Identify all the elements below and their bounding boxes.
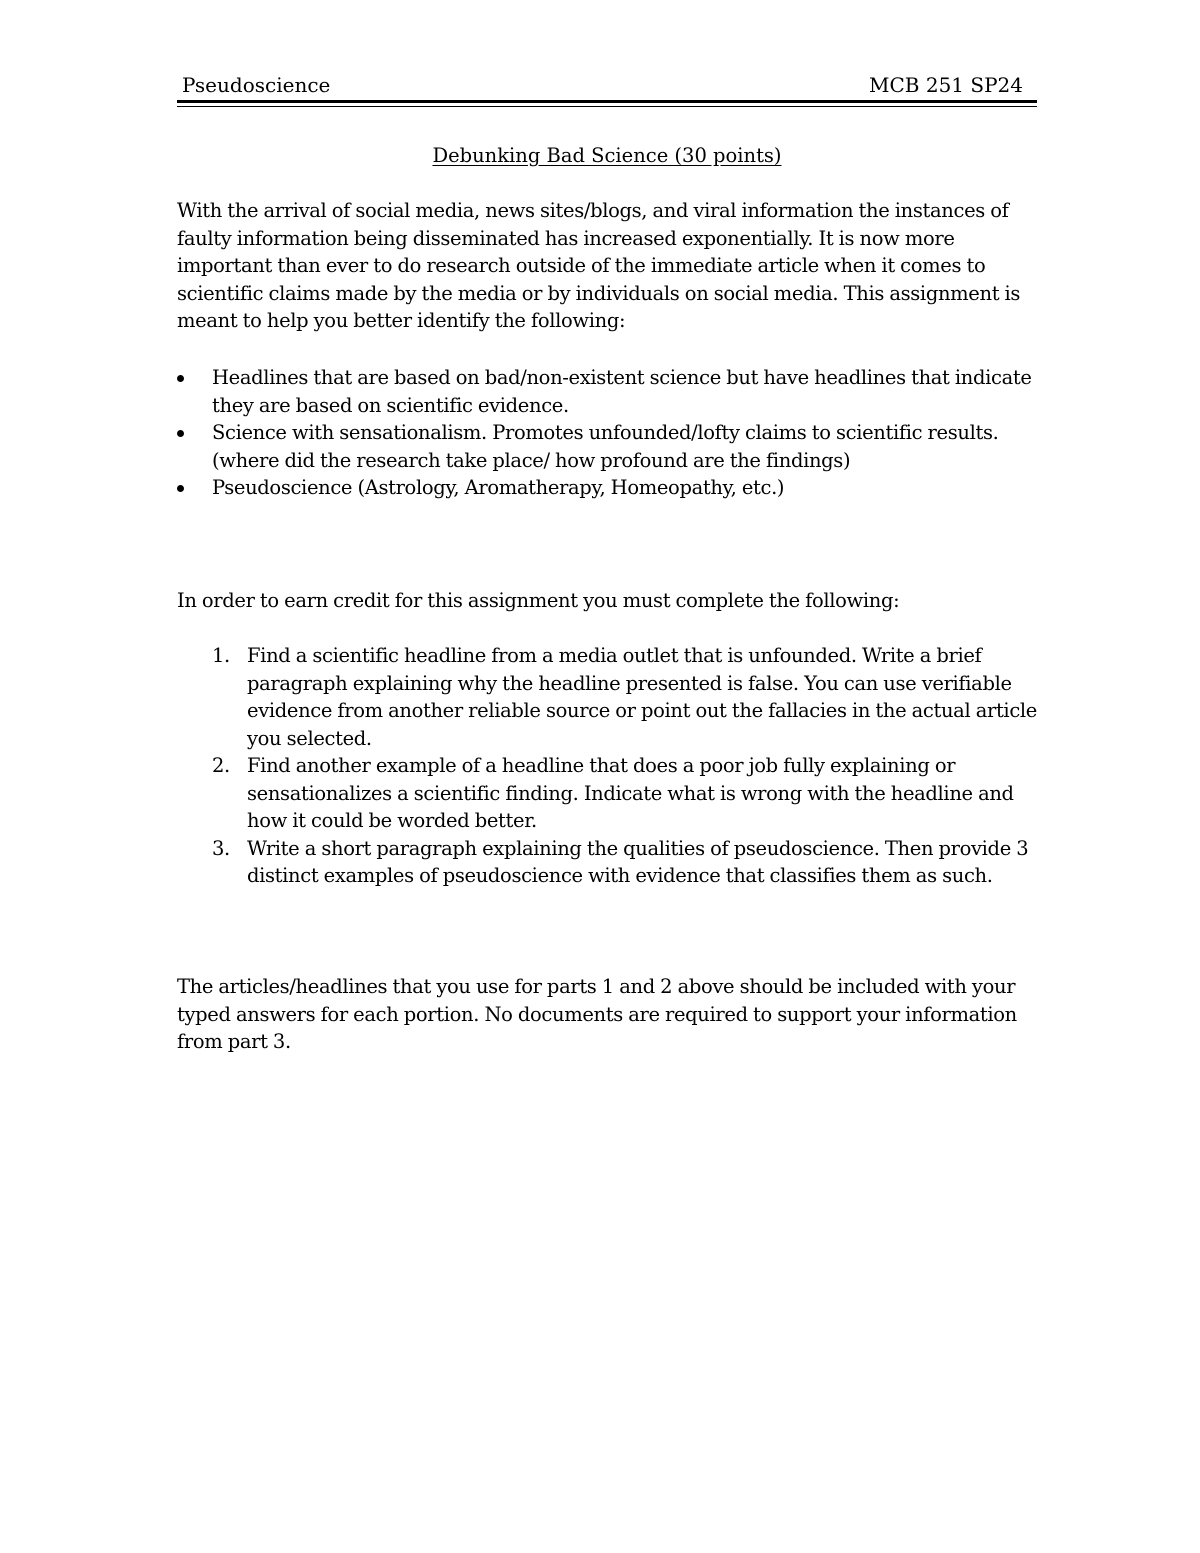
item-text: Find another example of a headline that does a poor job fully explaining or sensationalizes a scientific finding. Indicate what is wrong with the headline and how it could be worded better.	[247, 754, 1014, 832]
bullet-icon	[177, 375, 184, 382]
item-text: Write a short paragraph explaining the qualities of pseudoscience. Then provide 3 distinct examples of pseudoscience with evidence that classifies them as such.	[247, 836, 1029, 887]
header-rule-thin	[177, 106, 1037, 107]
document-page	[177, 70, 1037, 100]
numbered-list	[177, 642, 1037, 890]
bullet-item	[177, 364, 1037, 419]
header-course-code: MCB 251 SP24	[869, 73, 1023, 97]
item-number: 1.	[212, 644, 230, 667]
closing-paragraph: The articles/headlines that you use for parts 1 and 2 above should be included with your typed answers for each portion. No documents are required to support your information from part 3.	[177, 975, 1017, 1053]
numbered-item	[177, 642, 1037, 752]
bullet-icon	[177, 485, 184, 492]
bullet-item	[177, 419, 1037, 474]
item-number: 3.	[212, 836, 230, 860]
numbered-item	[177, 835, 1037, 890]
numbered-item	[177, 752, 1037, 835]
item-number: 2.	[212, 754, 230, 777]
bullet-text: Science with sensationalism. Promotes unfounded/lofty claims to scientific results. (where did the research take place/ how profound are the findings)	[212, 421, 999, 472]
page-header	[177, 70, 1037, 100]
bullet-text: Pseudoscience (Astrology, Aromatherapy, Homeopathy, etc.)	[212, 476, 785, 499]
bullet-list	[177, 364, 1037, 502]
header-course-topic: Pseudoscience	[182, 73, 331, 97]
assignment-title: Debunking Bad Science (30 points)	[432, 144, 782, 167]
bullet-item	[177, 474, 1037, 502]
intro-paragraph: With the arrival of social media, news sites/blogs, and viral information the instances of faulty information being disseminated has increased exponentially. It is now more important than ever to do research outside of the immediate article when it comes to scientific claims made by the media or by individuals on social media. This assignment is meant to help you better identify the following:	[177, 199, 1021, 332]
bullet-text: Headlines that are based on bad/non-existent science but have headlines that indicate they are based on scientific evidence.	[212, 366, 1032, 417]
instructions-paragraph: In order to earn credit for this assignment you must complete the following:	[177, 589, 900, 612]
item-text: Find a scientific headline from a media outlet that is unfounded. Write a brief paragraph explaining why the headline presented is false. You can use verifiable evidence from another reliable source or point out the fallacies in the actual article you selected.	[247, 644, 1037, 750]
header-rule-thick	[177, 100, 1037, 103]
bullet-icon	[177, 430, 184, 437]
